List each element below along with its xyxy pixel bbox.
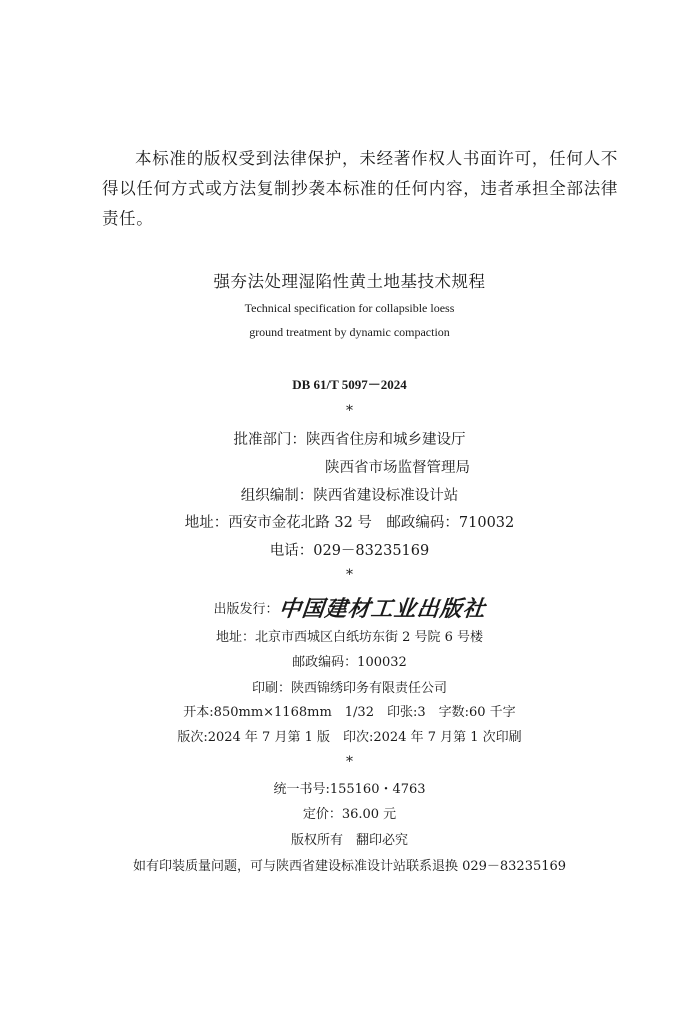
publisher-postal-code: 邮政编码：100032: [292, 655, 407, 670]
standard-title-chinese: 强夯法处理湿陷性黄土地基技术规程: [213, 272, 486, 291]
price: 定价：36.00 元: [302, 807, 397, 822]
edition-info: 版次:2024 年 7 月第 1 版 印次:2024 年 7 月第 1 次印刷: [177, 730, 522, 745]
copyright-notice: 本标准的版权受到法律保护，未经著作权人书面许可，任何人不得以任何方式或方法复制抄袭本标准的任何内容，违者承担全部法律责任。: [102, 149, 618, 228]
publisher-line: [0, 592, 699, 623]
approval-department: 批准部门：陕西省住房和城乡建设厅: [233, 432, 466, 448]
standard-title-english-line1: Technical specification for collapsible loess: [244, 301, 455, 315]
publisher-address: 地址：北京市西城区白纸坊东街 2 号院 6 号楼: [215, 630, 484, 645]
organization-phone: 电话：029－83235169: [269, 543, 430, 559]
book-number: 统一书号:155160・4763: [273, 782, 426, 797]
separator-star: *: [346, 403, 353, 419]
separator-star: *: [346, 567, 353, 583]
standard-number: DB 61/T 5097－2024: [292, 377, 407, 392]
compiling-organization: 组织编制：陕西省建设标准设计站: [240, 488, 459, 504]
separator-star: *: [346, 754, 353, 770]
publisher-logo-name: 中国建材工业出版社: [276, 596, 487, 622]
rights-statement: 版权所有 翻印必究: [290, 833, 408, 848]
standard-title-english-line2: ground treatment by dynamic compaction: [249, 325, 450, 339]
quality-contact: 如有印装质量问题，可与陕西省建设标准设计站联系退换 029－83235169: [132, 859, 567, 874]
publisher-label: 出版发行：: [213, 602, 279, 617]
organization-address: 地址：西安市金花北路 32 号 邮政编码：710032: [184, 515, 515, 531]
book-format: 开本:850mm×1168mm 1/32 印张:3 字数:60 千字: [183, 705, 516, 720]
printer: 印刷：陕西锦绣印务有限责任公司: [251, 681, 447, 696]
approval-department-second: 陕西省市场监督管理局: [325, 460, 470, 476]
